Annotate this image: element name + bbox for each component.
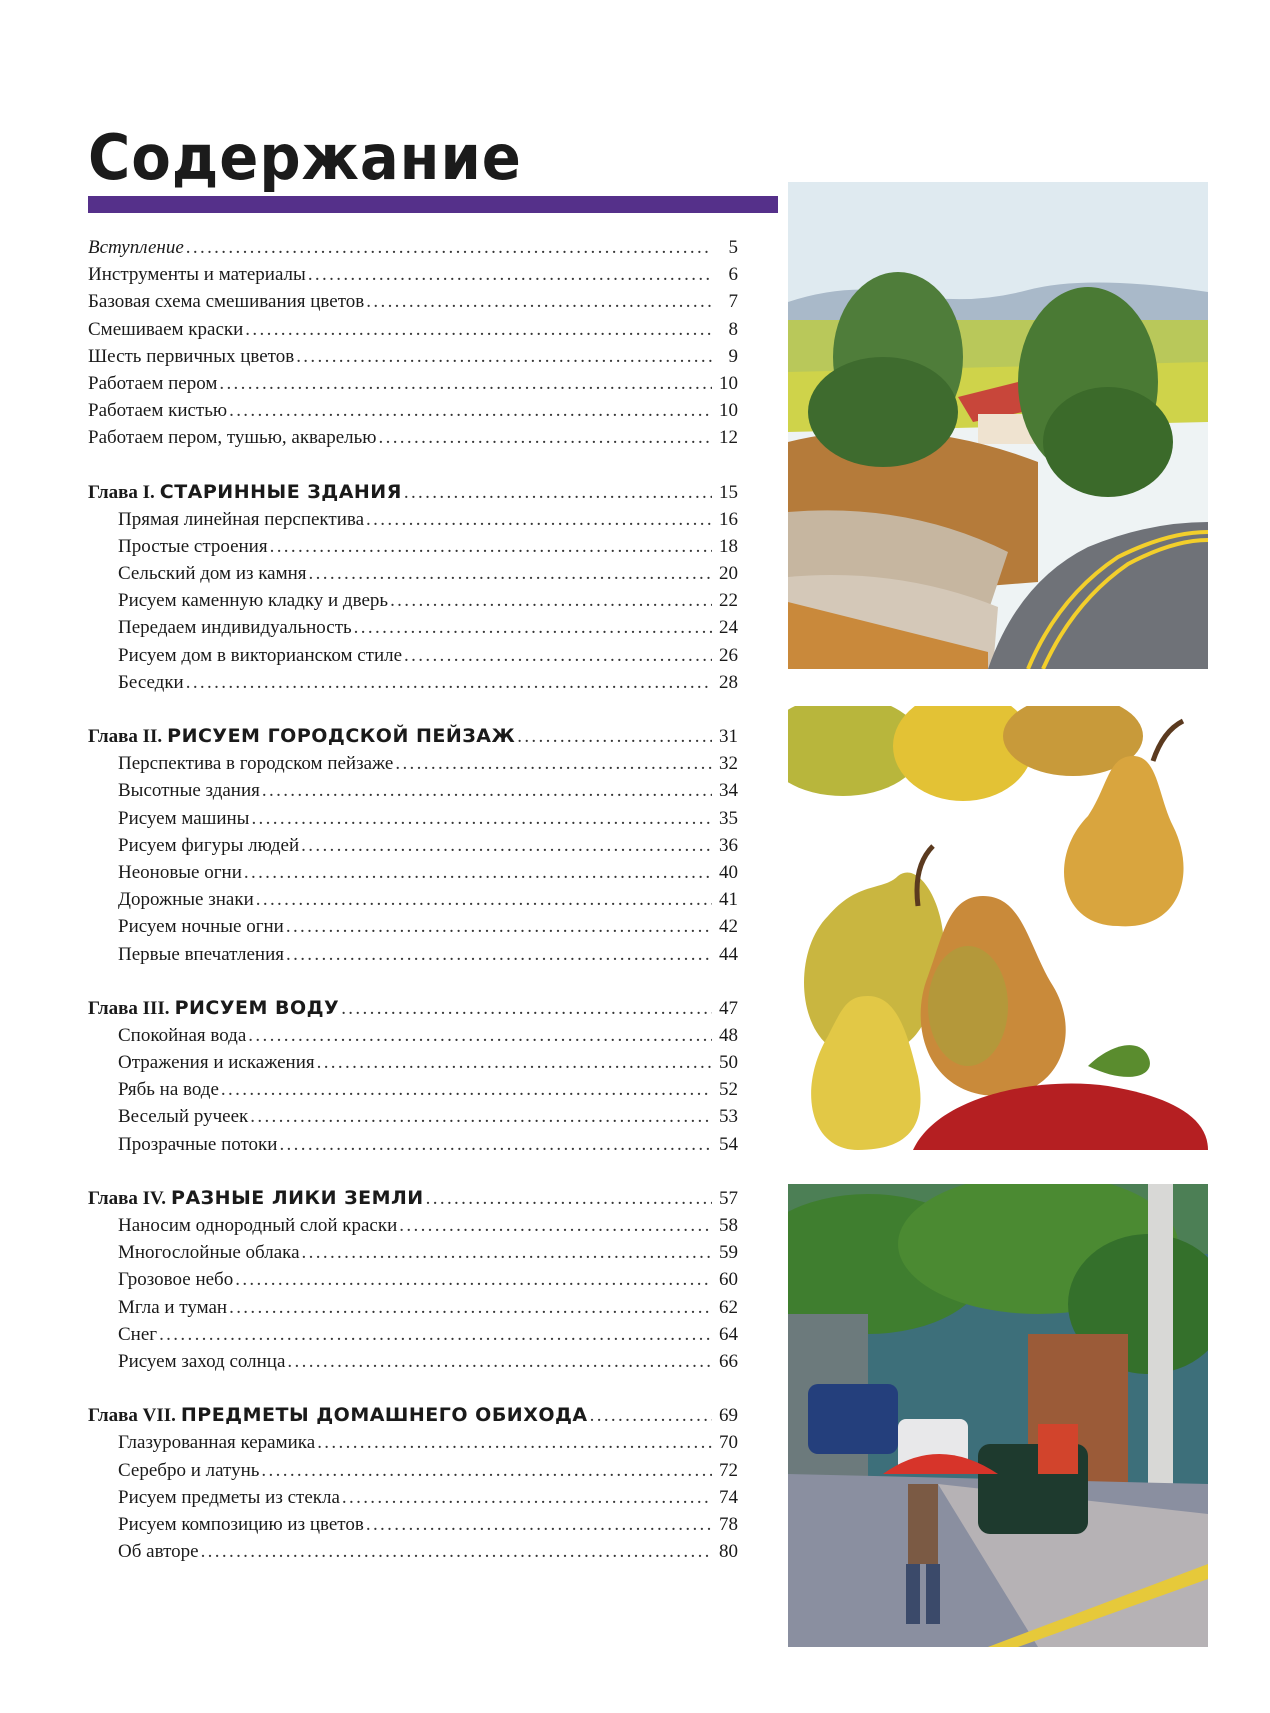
toc-entry-label: Мгла и туман [118,1296,228,1318]
toc-entry [88,642,738,669]
toc-page-number: 42 [719,916,738,938]
toc-entry [88,805,738,832]
toc-page-number: 74 [719,1486,738,1508]
toc-leader-dots [366,288,712,315]
toc-leader-dots [366,1511,712,1538]
toc-entry-label: Шесть первичных цветов [88,345,295,367]
toc-entry-label: Рисуем заход солнца [118,1350,286,1372]
toc-page-number: 44 [719,943,738,965]
toc-leader-dots [261,1457,712,1484]
toc-entry [88,859,738,886]
toc-entry-label: Рисуем дом в викторианском стиле [118,644,403,666]
toc-page-number: 9 [728,345,738,367]
toc-entry [88,1457,738,1484]
toc-page-number: 50 [719,1052,738,1074]
toc-leader-dots [404,642,712,669]
toc-leader-dots [186,234,712,261]
toc-entry-label: Рисуем композицию из цветов [118,1513,364,1535]
toc-entry-label: Прозрачные потоки [118,1133,278,1155]
toc-chapter-label [88,995,339,1022]
toc-entry-label: Грозовое небо [118,1269,234,1291]
toc-entry [88,669,738,696]
toc-page-number: 7 [728,291,738,313]
toc-page-number: 59 [719,1242,738,1264]
toc-chapter-label [88,723,515,750]
toc-page-number: 78 [719,1513,738,1535]
street-illustration [788,1184,1208,1647]
toc-leader-dots [287,1348,712,1375]
toc-entry-label: Снег [118,1323,158,1345]
toc-entry-label: Рисуем машины [118,807,250,829]
toc-leader-dots [270,533,712,560]
toc-leader-dots [279,1131,712,1158]
toc-entry-label: Спокойная вода [118,1024,247,1046]
toc-entry-label: Отражения и искажения [118,1052,315,1074]
toc-leader-dots [395,750,712,777]
toc-entry-label: Рябь на воде [118,1079,219,1101]
toc-entry [88,1076,738,1103]
toc-page-number: 58 [719,1215,738,1236]
toc-entry-label: Сельский дом из камня [118,563,307,585]
toc-leader-dots [390,587,712,614]
toc-page-number: 12 [719,427,738,449]
toc-entry [88,506,738,533]
toc-leader-dots [590,1402,712,1429]
toc-entry [88,1484,738,1511]
toc-entry-label: Перспектива в городском пейзаже [118,753,394,775]
toc-chapter-group [88,1185,738,1375]
toc-entry-label: Передаем индивидуальность [118,617,352,639]
chapter-title: ПРЕДМЕТЫ ДОМАШНЕГО ОБИХОДА [180,1404,588,1427]
title-rule [88,196,778,213]
toc-page-number: 66 [719,1350,738,1372]
chapter-number: Глава VII. [88,1405,176,1427]
toc-entry [88,1321,738,1348]
toc-entry [88,424,738,451]
toc-page-number: 54 [719,1133,738,1155]
toc-page-number: 34 [719,780,738,802]
toc-leader-dots [250,1103,712,1130]
chapter-number: Глава II. [88,726,163,747]
toc-page-number: 28 [719,671,738,693]
chapter-number: Глава I. [88,481,155,503]
toc-leader-dots [399,1212,712,1239]
toc-chapter-heading [88,995,738,1022]
toc-entry [88,397,738,424]
toc-page-number: 26 [719,644,738,666]
toc-entry [88,533,738,560]
toc-entry-label: Серебро и латунь [118,1459,260,1481]
toc-entry-label: Первые впечатления [118,943,284,965]
toc-chapter-group [88,723,738,968]
toc-leader-dots [244,859,712,886]
toc-page-number: 60 [719,1269,738,1291]
toc-entry [88,587,738,614]
toc-page-number: 47 [719,997,738,1019]
toc-leader-dots [296,343,712,370]
toc-entry-label: Неоновые огни [118,861,242,883]
toc-chapter-group [88,479,738,697]
toc-page-number: 8 [728,318,738,340]
toc-page-number: 20 [719,563,738,585]
toc-leader-dots [354,614,712,641]
toc-leader-dots [341,995,712,1022]
toc-chapter-label [88,1402,588,1429]
toc-entry-label: Глазурованная керамика [118,1432,316,1454]
toc-entry [88,1103,738,1130]
toc-entry-label: Об авторе [118,1541,199,1563]
toc-entry-label: Работаем пером, тушью, акварелью [88,427,377,449]
toc-entry [88,1429,738,1456]
toc-leader-dots [379,424,713,451]
toc-chapter-group [88,995,738,1158]
toc-page-number: 62 [719,1296,738,1318]
toc-page-number: 52 [719,1079,738,1101]
toc-entry [88,234,738,261]
toc-chapter-label [88,479,402,506]
chapter-title: РИСУЕМ ГОРОДСКОЙ ПЕЙЗАЖ [167,725,516,747]
toc-leader-dots [308,261,712,288]
toc-entry-label: Веселый ручеек [118,1106,249,1128]
toc-page-number: 10 [719,400,738,422]
page-title: Содержание [88,121,522,194]
toc-page-number: 16 [719,508,738,530]
toc-entry [88,1239,738,1266]
chapter-title: РАЗНЫЕ ЛИКИ ЗЕМЛИ [171,1186,424,1209]
toc-entry [88,777,738,804]
toc-leader-dots [404,479,712,506]
toc-entry [88,941,738,968]
toc-leader-dots [286,913,712,940]
toc-page-number: 40 [719,861,738,883]
toc-intro-group [88,234,738,452]
toc-leader-dots [219,370,712,397]
toc-leader-dots [221,1076,712,1103]
toc-leader-dots [159,1321,712,1348]
toc-chapter-group [88,1402,738,1565]
toc-chapter-heading [88,723,738,750]
toc-entry [88,1266,738,1293]
toc-leader-dots [317,1049,712,1076]
toc-entry [88,1212,738,1239]
toc-entry [88,370,738,397]
toc-chapter-heading [88,479,738,506]
toc-page-number: 36 [719,834,738,856]
toc-leader-dots [262,777,712,804]
toc-page-number: 41 [719,889,738,911]
toc-leader-dots [201,1538,712,1565]
toc-leader-dots [248,1022,712,1049]
toc-entry-label: Базовая схема смешивания цветов [88,291,365,313]
toc-entry [88,1294,738,1321]
toc-entry-label: Рисуем предметы из стекла [118,1486,340,1508]
toc-entry-label: Рисуем каменную кладку и дверь [118,590,389,612]
toc-entry-label: Наносим однородный слой краски [118,1215,398,1236]
toc-entry [88,261,738,288]
toc-entry [88,1538,738,1565]
toc-page-number: 72 [719,1459,738,1481]
toc-page-number: 80 [719,1541,738,1563]
toc-entry-label: Рисуем ночные огни [118,916,284,938]
toc-entry-label: Вступление [88,237,184,258]
toc-leader-dots [286,941,712,968]
toc-page-number: 70 [719,1432,738,1454]
toc-page-number: 5 [728,237,738,258]
toc-entry [88,832,738,859]
toc-leader-dots [256,886,712,913]
toc-leader-dots [517,723,712,750]
toc-entry [88,614,738,641]
toc-leader-dots [229,1294,712,1321]
toc-entry [88,1022,738,1049]
toc-entry-label: Работаем кистью [88,400,228,422]
toc-entry-label: Дорожные знаки [118,889,254,911]
toc-entry [88,913,738,940]
toc-entry [88,288,738,315]
table-of-contents [88,234,738,1592]
toc-leader-dots [309,560,712,587]
toc-entry [88,1131,738,1158]
toc-leader-dots [229,397,712,424]
toc-page-number: 18 [719,535,738,557]
toc-entry-label: Работаем пером [88,372,218,394]
toc-chapter-heading [88,1402,738,1429]
toc-page-number: 53 [719,1106,738,1128]
toc-entry [88,1348,738,1375]
toc-page-number: 48 [719,1024,738,1046]
chapter-title: СТАРИННЫЕ ЗДАНИЯ [159,480,402,503]
toc-page-number: 24 [719,617,738,639]
toc-entry-label: Высотные здания [118,780,260,802]
chapter-number: Глава III. [88,997,170,1019]
toc-entry-label: Инструменты и материалы [88,264,306,286]
toc-entry-label: Беседки [118,671,184,693]
toc-page-number: 69 [719,1405,738,1427]
toc-entry-label: Прямая линейная перспектива [118,508,365,530]
toc-leader-dots [245,316,712,343]
toc-entry-label: Многослойные облака [118,1242,300,1264]
toc-entry-label: Простые строения [118,535,268,557]
toc-leader-dots [235,1266,712,1293]
toc-entry [88,1511,738,1538]
toc-entry [88,1049,738,1076]
toc-entry [88,750,738,777]
toc-leader-dots [186,669,712,696]
toc-leader-dots [426,1185,712,1212]
toc-entry-label: Смешиваем краски [88,318,244,340]
toc-page-number: 31 [719,726,738,747]
toc-entry [88,886,738,913]
toc-entry-label: Рисуем фигуры людей [118,834,300,856]
toc-leader-dots [251,805,712,832]
chapter-title: РИСУЕМ ВОДУ [174,996,340,1019]
chapter-number: Глава IV. [88,1187,167,1209]
toc-leader-dots [301,832,712,859]
toc-page-number: 6 [728,264,738,286]
toc-page-number: 10 [719,372,738,394]
toc-page-number: 32 [719,753,738,775]
toc-leader-dots [302,1239,712,1266]
toc-leader-dots [366,506,712,533]
landscape-illustration [788,182,1208,669]
toc-entry [88,343,738,370]
toc-chapter-heading [88,1185,738,1212]
toc-page-number: 64 [719,1323,738,1345]
toc-entry [88,316,738,343]
toc-page-number: 15 [719,481,738,503]
toc-page-number: 22 [719,590,738,612]
toc-page-number: 35 [719,807,738,829]
toc-leader-dots [317,1429,712,1456]
toc-chapter-label [88,1185,424,1212]
toc-entry [88,560,738,587]
toc-page-number: 57 [719,1187,738,1209]
pears-illustration [788,706,1208,1150]
toc-leader-dots [342,1484,712,1511]
